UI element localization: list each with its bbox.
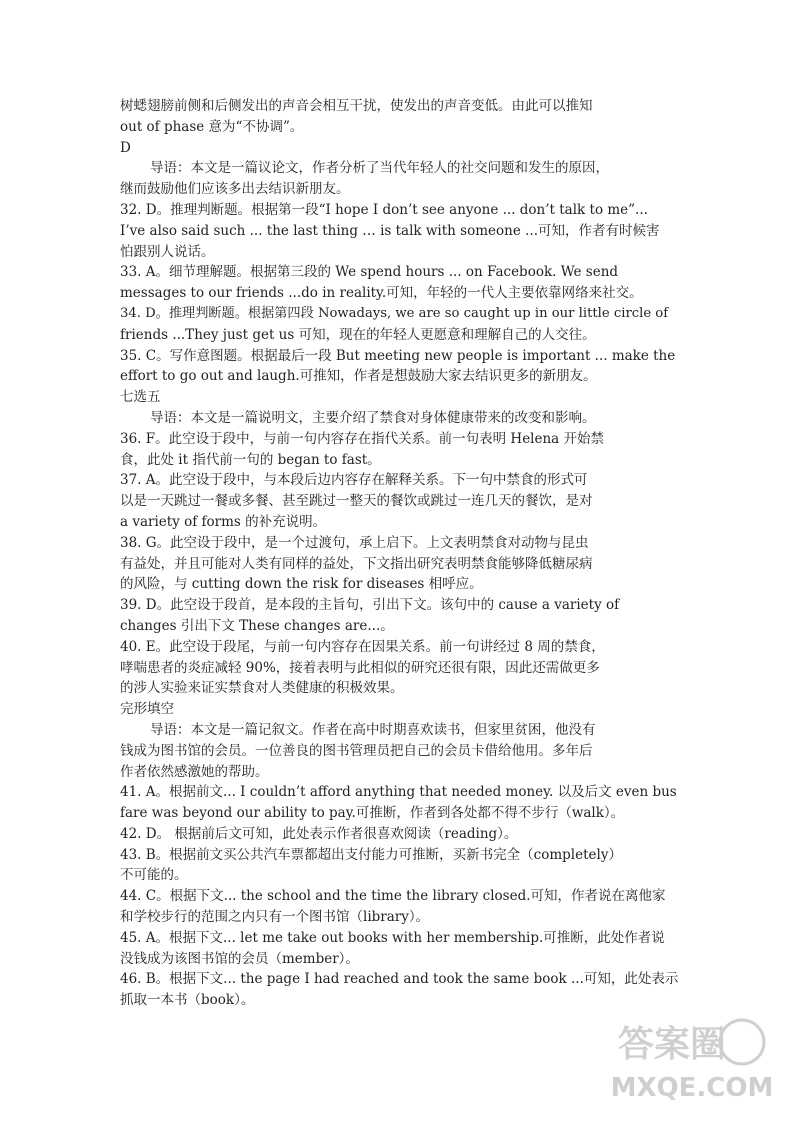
text-line: 35. C。写作意图题。根据最后一段 But meeting new people is important ... make the <box>120 347 676 364</box>
text-line: I’ve also said such ... the last thing … is talk with someone ...可知，作者有时候害 <box>120 222 660 239</box>
text-line: messages to our friends ...do in reality.可知，年轻的一代人主要依靠网络来社交。 <box>120 285 643 302</box>
text-line: 怕跟别人说话。 <box>120 243 215 260</box>
text-line: 的涉人实验来证实禁食对人类健康的积极效果。 <box>120 680 404 697</box>
text-line: 43. B。根据前文买公共汽车票都超出支付能力可推断，买新书完全（completely） <box>120 846 622 863</box>
text-line: 七选五 <box>120 389 161 406</box>
text-line: effort to go out and laugh.可推知，作者是想鼓励大家去结识更多的新朋友。 <box>120 368 597 385</box>
text-line: 45. A。根据下文... let me take out books with her membership.可推断，此处作者说 <box>120 929 665 946</box>
logo-text-bottom: MXQE.COM <box>610 1073 774 1103</box>
text-line: 抓取一本书（book）。 <box>120 992 255 1009</box>
text-line: 32. D。推理判断题。根据第一段“I hope I don’t see anyone ... don’t talk to me”... <box>120 201 648 218</box>
text-line: 33. A。细节理解题。根据第三段的 We spend hours ... on Facebook. We send <box>120 264 619 281</box>
text-line: 以是一天跳过一餐或多餐、甚至跳过一整天的餐饮或跳过一连几天的餐饮，是对 <box>120 493 593 510</box>
text-line: 和学校步行的范围之内只有一个图书馆（library）。 <box>120 909 430 926</box>
text-line: 导语：本文是一篇记叙文。作者在高中时期喜欢读书，但家里贫困，他没有 <box>150 721 596 738</box>
text-line: 树蟋翅膀前侧和后侧发出的声音会相互干扰，使发出的声音变低。由此可以推知 <box>120 98 593 114</box>
text-line: D <box>120 139 131 156</box>
text-line: 作者依然感激她的帮助。 <box>120 763 269 780</box>
text-line: 36. F。此空设于段中，与前一句内容存在指代关系。前一句表明 Helena 开始禁 <box>120 430 605 447</box>
text-line: 没钱成为该图书馆的会员（member）。 <box>120 950 359 967</box>
text-line: 钱成为图书馆的会员。一位善良的图书管理员把自己的会员卡借给他用。多年后 <box>120 742 593 759</box>
text-line: 有益处，并且可能对人类有同样的益处，下文指出研究表明禁食能够降低糖尿病 <box>120 555 593 572</box>
text-line: 哮喘患者的炎症减轻 90%，接着表明与此相似的研究还很有限，因此还需做更多 <box>120 659 600 676</box>
text-line: 34. D。推理判断题。根据第四段 Nowadays, we are so caught up in our little circle of <box>120 305 669 321</box>
text-line: 导语：本文是一篇说明文，主要介绍了禁食对身体健康带来的改变和影响。 <box>150 409 596 426</box>
text-line: 37. A。此空设于段中，与本段后边内容存在解释关系。下一句中禁食的形式可 <box>120 472 588 489</box>
text-line: a variety of forms 的补充说明。 <box>120 513 327 530</box>
text-line: 44. C。根据下文... the school and the time the library closed.可知，作者说在离他家 <box>120 888 666 905</box>
text-line: 40. E。此空设于段尾，与前一句内容存在因果关系。前一句讲经过 8 周的禁食， <box>120 638 605 655</box>
text-line: 42. D。 根据前后文可知，此处表示作者很喜欢阅读（reading）。 <box>120 825 518 842</box>
text-line: 食，此处 it 指代前一句的 began to fast。 <box>120 451 381 468</box>
text-line: 38. G。此空设于段中，是一个过渡句，承上启下。上文表明禁食对动物与昆虫 <box>120 534 589 551</box>
text-line: 的风险，与 cutting down the risk for diseases 相呼应。 <box>120 576 483 593</box>
text-line: fare was beyond our ability to pay.可推断，作者到各处都不得不步行（walk）。 <box>120 805 625 822</box>
text-line: 完形填空 <box>120 701 174 718</box>
site-logo <box>610 1004 775 1104</box>
logo-text-top: 答案圈 <box>617 1024 727 1065</box>
text-line: friends ...They just get us 可知，现在的年轻人更愿意和理解自己的人交往。 <box>120 326 596 343</box>
text-line: 39. D。此空设于段首，是本段的主旨句，引出下文。该句中的 cause a variety of <box>120 597 620 614</box>
text-line: 46. B。根据下文... the page I had reached and took the same book ...可知，此处表示 <box>120 971 679 988</box>
text-line: 41. A。根据前文... I couldn’t afford anything that needed money. 以及后文 even bus <box>120 784 677 801</box>
text-line: 导语：本文是一篇议论文，作者分析了当代年轻人的社交问题和发生的原因， <box>150 160 609 177</box>
text-line: out of phase 意为“不协调”。 <box>120 118 304 135</box>
text-line: changes 引出下文 These changes are...。 <box>120 617 394 634</box>
document-body <box>120 96 680 1011</box>
text-line: 继而鼓励他们应该多出去结识新朋友。 <box>120 181 350 198</box>
text-line: 不可能的。 <box>120 867 188 884</box>
